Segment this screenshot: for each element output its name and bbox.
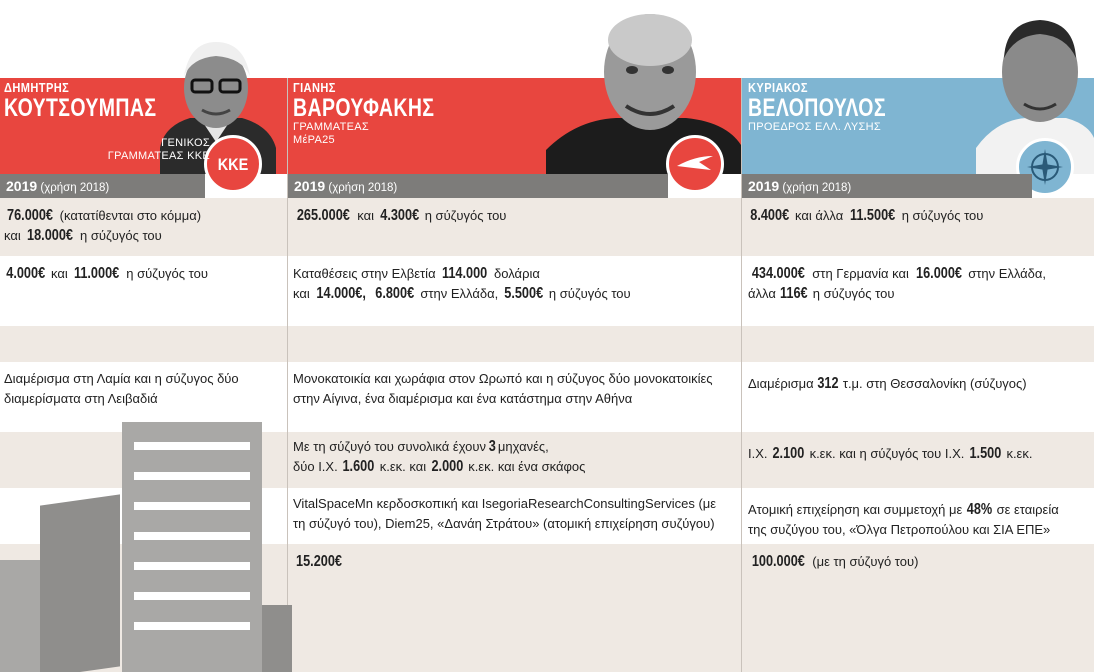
other-velopoulos: 100.000€ (με τη σύζυγό του) xyxy=(751,553,919,570)
year-bar: 2019 (χρήση 2018) xyxy=(288,174,668,198)
property-velopoulos: Διαμέρισμα 312 τ.μ. στη Θεσσαλονίκη (σύζυγος) xyxy=(748,375,1027,392)
property-koutsoumpas: Διαμέρισμα στη Λαμία και η σύζυγος δύο διαμερίσματα στη Λειβαδιά xyxy=(4,371,239,406)
last-name: ΒΕΛΟΠΟΥΛΟΣ xyxy=(748,94,886,122)
swallow-logo-icon xyxy=(666,135,724,193)
vehicles-velopoulos: Ι.Χ. 2.100 κ.εκ. και η σύζυγός του Ι.Χ. 1.500 κ.εκ. xyxy=(748,445,1033,462)
vehicles-varoufakis: Με τη σύζυγό του συνολικά έχουν 3 μηχανές, δύο Ι.Χ. 1.600 κ.εκ. και 2.000 κ.εκ. και ένα σκάφος xyxy=(293,438,586,475)
income-koutsoumpas: 76.000€ (κατατίθενται στο κόμμα) και 18.000€ η σύζυγός του xyxy=(4,207,202,244)
year-bar: 2019 (χρήση 2018) xyxy=(0,174,205,198)
building-illustration xyxy=(40,494,120,672)
first-name: ΔΗΜΗΤΡΗΣ xyxy=(4,80,70,95)
last-name: ΒΑΡΟΥΦΑΚΗΣ xyxy=(293,94,435,122)
deposits-koutsoumpas: 4.000€ και 11.000€ η σύζυγός του xyxy=(6,265,208,282)
property-varoufakis: Μονοκατοικία και χωράφια στον Ωρωπό και η σύζυγος δύο μονοκατοικίες στην Αίγινα, ένα διαμέρισμα και ένα κατάστημα στην Αθήνα xyxy=(293,371,713,406)
first-name: ΓΙΑΝΗΣ xyxy=(293,80,336,95)
deposits-velopoulos: 434.000€ στη Γερμανία και 16.000€ στην Ελλάδα, άλλα 116€ η σύζυγός του xyxy=(748,265,1047,302)
deposits-varoufakis: Καταθέσεις στην Ελβετία 114.000 δολάρια και 14.000€, 6.800€ στην Ελλάδα, 5.500€ η σύζυγός του xyxy=(293,265,631,302)
income-varoufakis: 265.000€ και 4.300€ η σύζυγός του xyxy=(296,207,507,224)
year-bar: 2019 (χρήση 2018) xyxy=(742,174,1032,198)
candidate-name-varoufakis: ΓΙΑΝΗΣ ΒΑΡΟΥΦΑΚΗΣ ΓΡΑΜΜΑΤΕΑΣ ΜέΡΑ25 xyxy=(293,80,474,147)
kke-logo-icon: ΚΚΕ xyxy=(204,135,262,193)
candidate-name-velopoulos: ΚΥΡΙΑΚΟΣ ΒΕΛΟΠΟΥΛΟΣ ΠΡΟΕΔΡΟΣ ΕΛΛ. ΛΥΣΗΣ xyxy=(748,80,925,134)
other-varoufakis: 15.200€ xyxy=(296,553,342,570)
business-velopoulos: Ατομική επιχείρηση και συμμετοχή με 48% σε εταιρεία της συζύγου του, «Όλγα Πετροπούλου και ΣΙΑ ΕΠΕ» xyxy=(748,501,1059,537)
building-illustration xyxy=(122,422,262,672)
last-name: ΚΟΥΤΣΟΥΜΠΑΣ xyxy=(4,94,157,122)
building-illustration xyxy=(262,605,292,672)
role-koutsoumpas: ΓΕΝΙΚΟΣ ΓΡΑΜΜΑΤΕΑΣ ΚΚΕ xyxy=(107,137,210,162)
business-varoufakis: VitalSpaceMn κερδοσκοπική και IsegoriaResearchConsultingServices (με τη σύζυγό του), Diem25, «Δανάη Στράτου» (ατομική επιχείρηση συζύγου) xyxy=(293,496,717,531)
income-velopoulos: 8.400€ και άλλα 11.500€ η σύζυγός του xyxy=(750,207,984,224)
row-empty xyxy=(0,326,1094,362)
first-name: ΚΥΡΙΑΚΟΣ xyxy=(748,80,808,95)
candidate-name-koutsoumpas xyxy=(4,80,199,121)
